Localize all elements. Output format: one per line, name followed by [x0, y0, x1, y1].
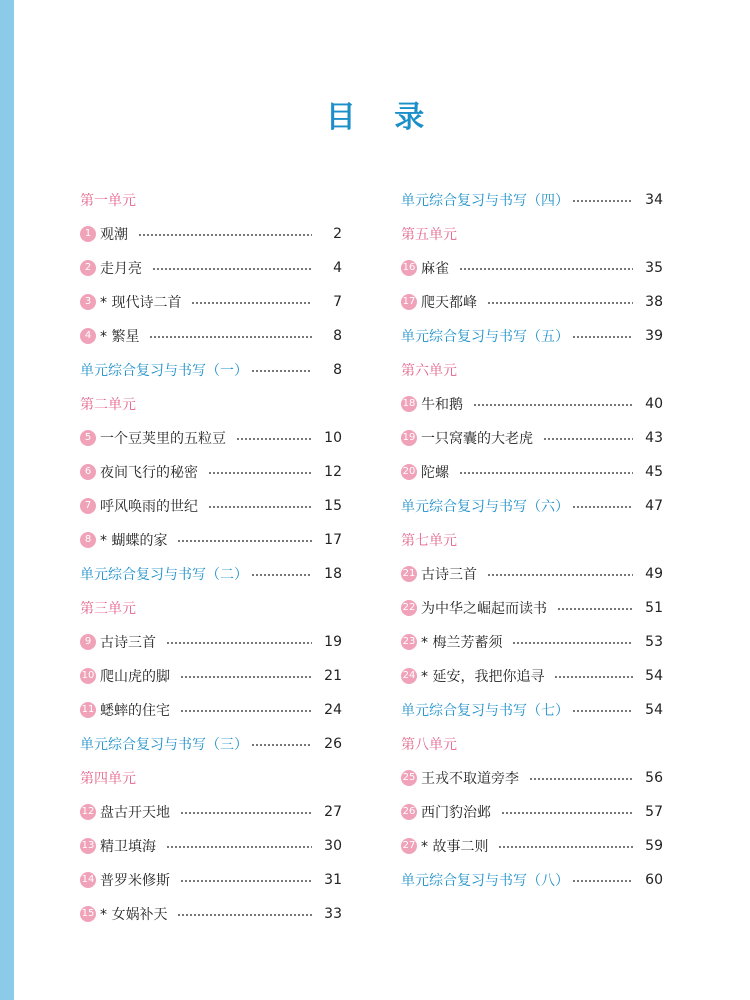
dot-leader [543, 438, 633, 440]
toc-lesson-entry[interactable] [401, 285, 663, 319]
lesson-number-badge: 2 [80, 260, 96, 276]
dot-leader [138, 234, 312, 236]
lesson-title: 观潮 [100, 227, 128, 243]
dot-leader [529, 778, 633, 780]
unit-heading-label: 第六单元 [401, 363, 457, 379]
page-number: 26 [324, 736, 342, 752]
dot-leader [177, 914, 312, 916]
lesson-number-badge: 13 [80, 838, 96, 854]
page-number: 45 [645, 464, 663, 480]
lesson-title: * 故事二则 [421, 839, 489, 855]
lesson-title: 一只窝囊的大老虎 [421, 431, 533, 447]
dot-leader [498, 846, 633, 848]
lesson-title: 走月亮 [100, 261, 142, 277]
lesson-title: 盘古开天地 [100, 805, 170, 821]
lesson-title: 牛和鹅 [421, 397, 463, 413]
lesson-title: 爬天都峰 [421, 295, 477, 311]
dot-leader [208, 506, 312, 508]
toc-lesson-entry[interactable] [401, 251, 663, 285]
unit-heading-label: 第四单元 [80, 771, 136, 787]
page-number: 53 [645, 634, 663, 650]
page-number: 12 [324, 464, 342, 480]
page-number: 27 [324, 804, 342, 820]
page-number: 18 [324, 566, 342, 582]
dot-leader [473, 404, 633, 406]
lesson-number-badge: 15 [80, 906, 96, 922]
toc-right-column [401, 183, 663, 897]
unit-heading [80, 387, 342, 421]
review-label: 单元综合复习与书写（二） [80, 567, 248, 583]
unit-heading-label: 第五单元 [401, 227, 457, 243]
lesson-title: 麻雀 [421, 261, 449, 277]
page-number: 59 [645, 838, 663, 854]
toc-review-entry[interactable] [401, 319, 663, 353]
lesson-number-badge: 7 [80, 498, 96, 514]
toc-lesson-entry[interactable] [80, 897, 342, 931]
toc-lesson-entry[interactable] [401, 591, 663, 625]
lesson-number-badge: 8 [80, 532, 96, 548]
unit-heading [401, 727, 663, 761]
toc-lesson-entry[interactable] [401, 761, 663, 795]
dot-leader [149, 336, 312, 338]
page-number: 40 [645, 396, 663, 412]
lesson-number-badge: 26 [401, 804, 417, 820]
toc-lesson-entry[interactable] [80, 659, 342, 693]
left-edge-bar [0, 0, 14, 1000]
toc-review-entry[interactable] [401, 183, 663, 217]
dot-leader [572, 336, 633, 338]
toc-lesson-entry[interactable] [80, 523, 342, 557]
review-label: 单元综合复习与书写（六） [401, 499, 569, 515]
review-label: 单元综合复习与书写（七） [401, 703, 569, 719]
page-number: 30 [324, 838, 342, 854]
page-number: 21 [324, 668, 342, 684]
page-number: 35 [645, 260, 663, 276]
review-label: 单元综合复习与书写（四） [401, 193, 569, 209]
lesson-number-badge: 19 [401, 430, 417, 446]
lesson-title: * 现代诗二首 [100, 295, 182, 311]
review-label: 单元综合复习与书写（八） [401, 873, 569, 889]
unit-heading-label: 第七单元 [401, 533, 457, 549]
dot-leader [459, 268, 633, 270]
dot-leader [180, 880, 312, 882]
lesson-title: 精卫填海 [100, 839, 156, 855]
toc-lesson-entry[interactable] [401, 625, 663, 659]
toc-lesson-entry[interactable] [401, 829, 663, 863]
lesson-title: * 延安，我把你追寻 [421, 669, 545, 685]
unit-heading [80, 761, 342, 795]
page-number: 49 [645, 566, 663, 582]
toc-lesson-entry[interactable] [401, 387, 663, 421]
unit-heading-label: 第三单元 [80, 601, 136, 617]
unit-heading-label: 第二单元 [80, 397, 136, 413]
lesson-title: 王戎不取道旁李 [421, 771, 519, 787]
toc-lesson-entry[interactable] [80, 489, 342, 523]
dot-leader [180, 676, 312, 678]
review-label: 单元综合复习与书写（三） [80, 737, 248, 753]
lesson-number-badge: 3 [80, 294, 96, 310]
lesson-title: 古诗三首 [100, 635, 156, 651]
lesson-number-badge: 16 [401, 260, 417, 276]
dot-leader [191, 302, 312, 304]
toc-lesson-entry[interactable] [401, 557, 663, 591]
unit-heading-label: 第一单元 [80, 193, 136, 209]
page-number: 38 [645, 294, 663, 310]
dot-leader [572, 710, 633, 712]
lesson-title: * 蝴蝶的家 [100, 533, 168, 549]
page-number: 54 [645, 702, 663, 718]
page-number: 33 [324, 906, 342, 922]
toc-lesson-entry[interactable] [80, 251, 342, 285]
lesson-number-badge: 12 [80, 804, 96, 820]
lesson-title: 夜间飞行的秘密 [100, 465, 198, 481]
toc-lesson-entry[interactable] [80, 795, 342, 829]
dot-leader [251, 744, 312, 746]
lesson-title: 古诗三首 [421, 567, 477, 583]
toc-lesson-entry[interactable] [401, 421, 663, 455]
unit-heading-label: 第八单元 [401, 737, 457, 753]
dot-leader [166, 642, 312, 644]
page-number: 39 [645, 328, 663, 344]
lesson-title: * 女娲补天 [100, 907, 168, 923]
lesson-number-badge: 22 [401, 600, 417, 616]
unit-heading [80, 183, 342, 217]
dot-leader [572, 506, 633, 508]
page-number: 34 [645, 192, 663, 208]
toc-review-entry[interactable] [401, 693, 663, 727]
page-number: 56 [645, 770, 663, 786]
lesson-number-badge: 10 [80, 668, 96, 684]
lesson-number-badge: 9 [80, 634, 96, 650]
toc-lesson-entry[interactable] [80, 319, 342, 353]
lesson-number-badge: 27 [401, 838, 417, 854]
lesson-number-badge: 17 [401, 294, 417, 310]
dot-leader [177, 540, 312, 542]
lesson-number-badge: 20 [401, 464, 417, 480]
page-number: 15 [324, 498, 342, 514]
unit-heading [401, 217, 663, 251]
lesson-number-badge: 6 [80, 464, 96, 480]
dot-leader [180, 812, 312, 814]
lesson-number-badge: 5 [80, 430, 96, 446]
page-title: 目 录 [325, 100, 439, 135]
toc-lesson-entry[interactable] [80, 421, 342, 455]
unit-heading [401, 523, 663, 557]
dot-leader [554, 676, 633, 678]
dot-leader [166, 846, 312, 848]
dot-leader [572, 880, 633, 882]
toc-lesson-entry[interactable] [80, 217, 342, 251]
page-number: 43 [645, 430, 663, 446]
toc-lesson-entry[interactable] [80, 625, 342, 659]
lesson-title: 蟋蟀的住宅 [100, 703, 170, 719]
toc-lesson-entry[interactable] [80, 863, 342, 897]
dot-leader [236, 438, 312, 440]
unit-heading [80, 591, 342, 625]
lesson-title: * 繁星 [100, 329, 140, 345]
lesson-title: 爬山虎的脚 [100, 669, 170, 685]
unit-heading [401, 353, 663, 387]
lesson-number-badge: 4 [80, 328, 96, 344]
lesson-title: 普罗米修斯 [100, 873, 170, 889]
toc-review-entry[interactable] [80, 557, 342, 591]
toc-lesson-entry[interactable] [401, 795, 663, 829]
lesson-number-badge: 21 [401, 566, 417, 582]
dot-leader [487, 574, 633, 576]
lesson-number-badge: 25 [401, 770, 417, 786]
lesson-number-badge: 24 [401, 668, 417, 684]
toc-lesson-entry[interactable] [80, 285, 342, 319]
lesson-title: 陀螺 [421, 465, 449, 481]
page-number: 51 [645, 600, 663, 616]
page-number: 24 [324, 702, 342, 718]
dot-leader [512, 642, 633, 644]
dot-leader [572, 200, 633, 202]
page-number: 54 [645, 668, 663, 684]
page-number: 8 [333, 362, 342, 378]
dot-leader [208, 472, 312, 474]
toc-review-entry[interactable] [80, 727, 342, 761]
page-number: 17 [324, 532, 342, 548]
toc-review-entry[interactable] [401, 863, 663, 897]
dot-leader [251, 370, 312, 372]
toc-review-entry[interactable] [80, 353, 342, 387]
toc-lesson-entry[interactable] [401, 455, 663, 489]
dot-leader [557, 608, 633, 610]
page-number: 19 [324, 634, 342, 650]
dot-leader [180, 710, 312, 712]
toc-review-entry[interactable] [401, 489, 663, 523]
toc-lesson-entry[interactable] [80, 455, 342, 489]
page-number: 2 [333, 226, 342, 242]
dot-leader [251, 574, 312, 576]
lesson-title: 一个豆荚里的五粒豆 [100, 431, 226, 447]
lesson-number-badge: 11 [80, 702, 96, 718]
lesson-number-badge: 23 [401, 634, 417, 650]
lesson-title: 为中华之崛起而读书 [421, 601, 547, 617]
toc-lesson-entry[interactable] [80, 829, 342, 863]
dot-leader [152, 268, 312, 270]
page-number: 7 [333, 294, 342, 310]
page-number: 10 [324, 430, 342, 446]
lesson-number-badge: 18 [401, 396, 417, 412]
page-number: 57 [645, 804, 663, 820]
toc-left-column [80, 183, 342, 931]
review-label: 单元综合复习与书写（一） [80, 363, 248, 379]
page-number: 4 [333, 260, 342, 276]
toc-lesson-entry[interactable] [401, 659, 663, 693]
review-label: 单元综合复习与书写（五） [401, 329, 569, 345]
lesson-title: 呼风唤雨的世纪 [100, 499, 198, 515]
page-number: 47 [645, 498, 663, 514]
dot-leader [487, 302, 633, 304]
page-number: 31 [324, 872, 342, 888]
dot-leader [459, 472, 633, 474]
toc-lesson-entry[interactable] [80, 693, 342, 727]
page-number: 8 [333, 328, 342, 344]
lesson-number-badge: 14 [80, 872, 96, 888]
page-number: 60 [645, 872, 663, 888]
lesson-number-badge: 1 [80, 226, 96, 242]
lesson-title: * 梅兰芳蓄须 [421, 635, 503, 651]
lesson-title: 西门豹治邺 [421, 805, 491, 821]
dot-leader [501, 812, 633, 814]
